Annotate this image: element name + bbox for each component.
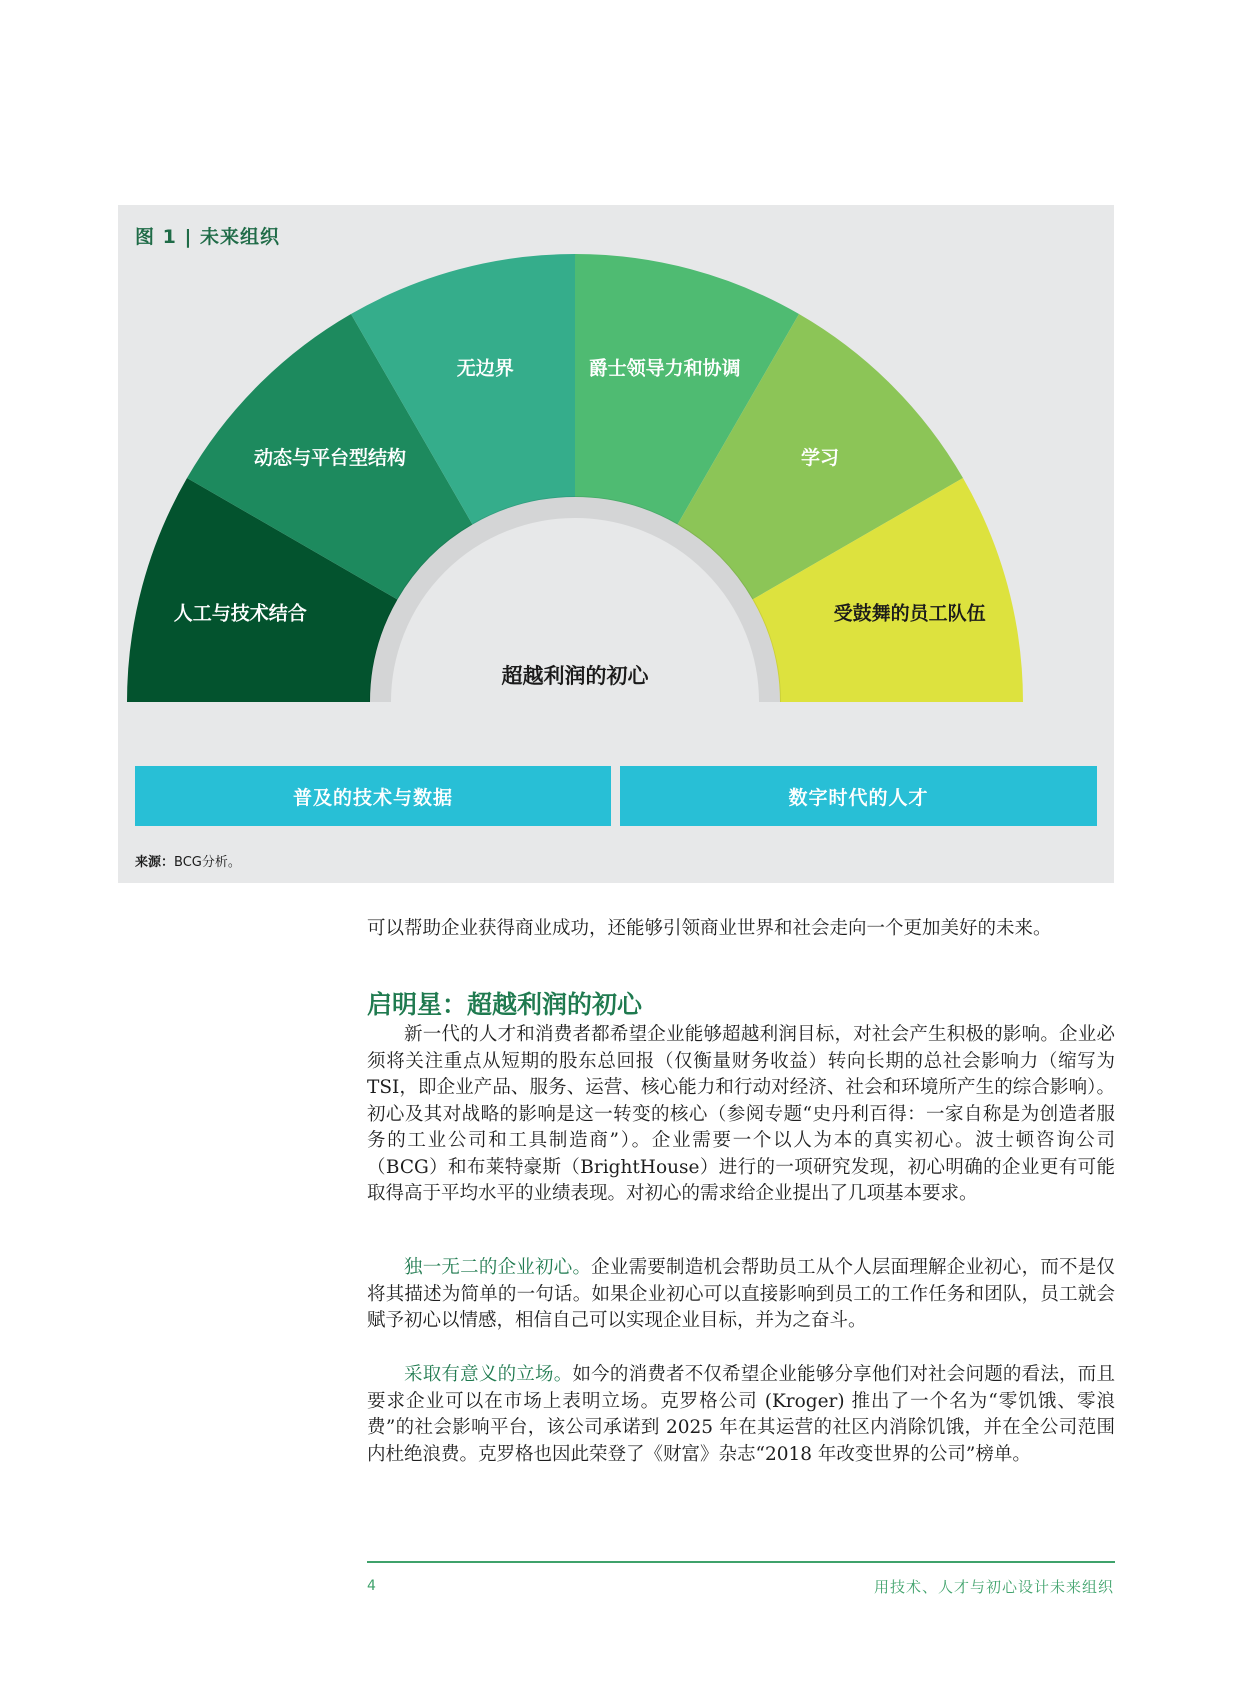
page-number: 4 xyxy=(367,1578,376,1594)
figure-title: 图 1 | 未来组织 xyxy=(135,226,281,248)
figure-source xyxy=(135,851,241,870)
paragraph-lead: 采取有意义的立场。 xyxy=(404,1364,573,1385)
paragraph-text: 企业需要制造机会帮助员工从个人层面理解企业初心，而不是仅将其描述为简单的一句话。如果企业初心可以直接影响到员工的工作任务和团队，员工就会赋予初心以情感，相信自己可以实现企业目标，并为之奋斗。 xyxy=(367,1257,1115,1331)
paragraph-meaningful-stance xyxy=(367,1362,1115,1468)
segment-label-4: 爵士领导力和协调 xyxy=(588,357,741,380)
segment-label-5: 学习 xyxy=(801,446,840,469)
bar-digital-talent: 数字时代的人才 xyxy=(620,766,1097,826)
segment-label-6: 受鼓舞的员工队伍 xyxy=(833,602,986,625)
segment-label-1: 人工与技术结合 xyxy=(173,602,307,625)
paragraph-text: 如今的消费者不仅希望企业能够分享他们对社会问题的看法，而且要求企业可以在市场上表明立场。克罗格公司 (Kroger) 推出了一个名为“零饥饿、零浪费”的社会影响平台，该公司承诺到 2025 年在其运营的社区内消除饥饿，并在全公司范围内杜绝浪费。克罗格也因此荣登了《财富》杂志“2018 年改变世界的公司”榜单。 xyxy=(367,1364,1115,1465)
figure-panel xyxy=(118,205,1114,883)
segment-label-3: 无边界 xyxy=(456,357,514,380)
paragraph-purpose: 新一代的人才和消费者都希望企业能够超越利润目标，对社会产生积极的影响。企业必须将关注重点从短期的股东总回报（仅衡量财务收益）转向长期的总社会影响力（缩写为TSI，即企业产品、服务、运营、核心能力和行动对经济、社会和环境所产生的综合影响）。初心及其对战略的影响是这一转变的核心（参阅专题“史丹利百得：一家自称是为创造者服务的工业公司和工具制造商”）。企业需要一个以人为本的真实初心。波士顿咨询公司（BCG）和布莱特豪斯（BrightHouse）进行的一项研究发现，初心明确的企业更有可能取得高于平均水平的业绩表现。对初心的需求给企业提出了几项基本要求。 xyxy=(367,1024,1115,1204)
bar-technology-data: 普及的技术与数据 xyxy=(135,766,611,826)
segment-label-2: 动态与平台型结构 xyxy=(253,446,406,469)
source-label: 来源： xyxy=(135,855,175,870)
center-label: 超越利润的初心 xyxy=(501,664,649,688)
footer-title: 用技术、人才与初心设计未来组织 xyxy=(873,1578,1114,1596)
section-heading: 启明星：超越利润的初心 xyxy=(367,990,643,1019)
footer-rule xyxy=(367,1561,1115,1563)
source-text: BCG分析。 xyxy=(174,855,241,870)
semicircle-diagram xyxy=(118,205,1114,765)
intro-paragraph: 可以帮助企业获得商业成功，还能够引领商业世界和社会走向一个更加美好的未来。 xyxy=(367,918,1052,939)
paragraph-lead: 独一无二的企业初心。 xyxy=(404,1257,592,1278)
paragraph-unique-purpose xyxy=(367,1255,1115,1335)
